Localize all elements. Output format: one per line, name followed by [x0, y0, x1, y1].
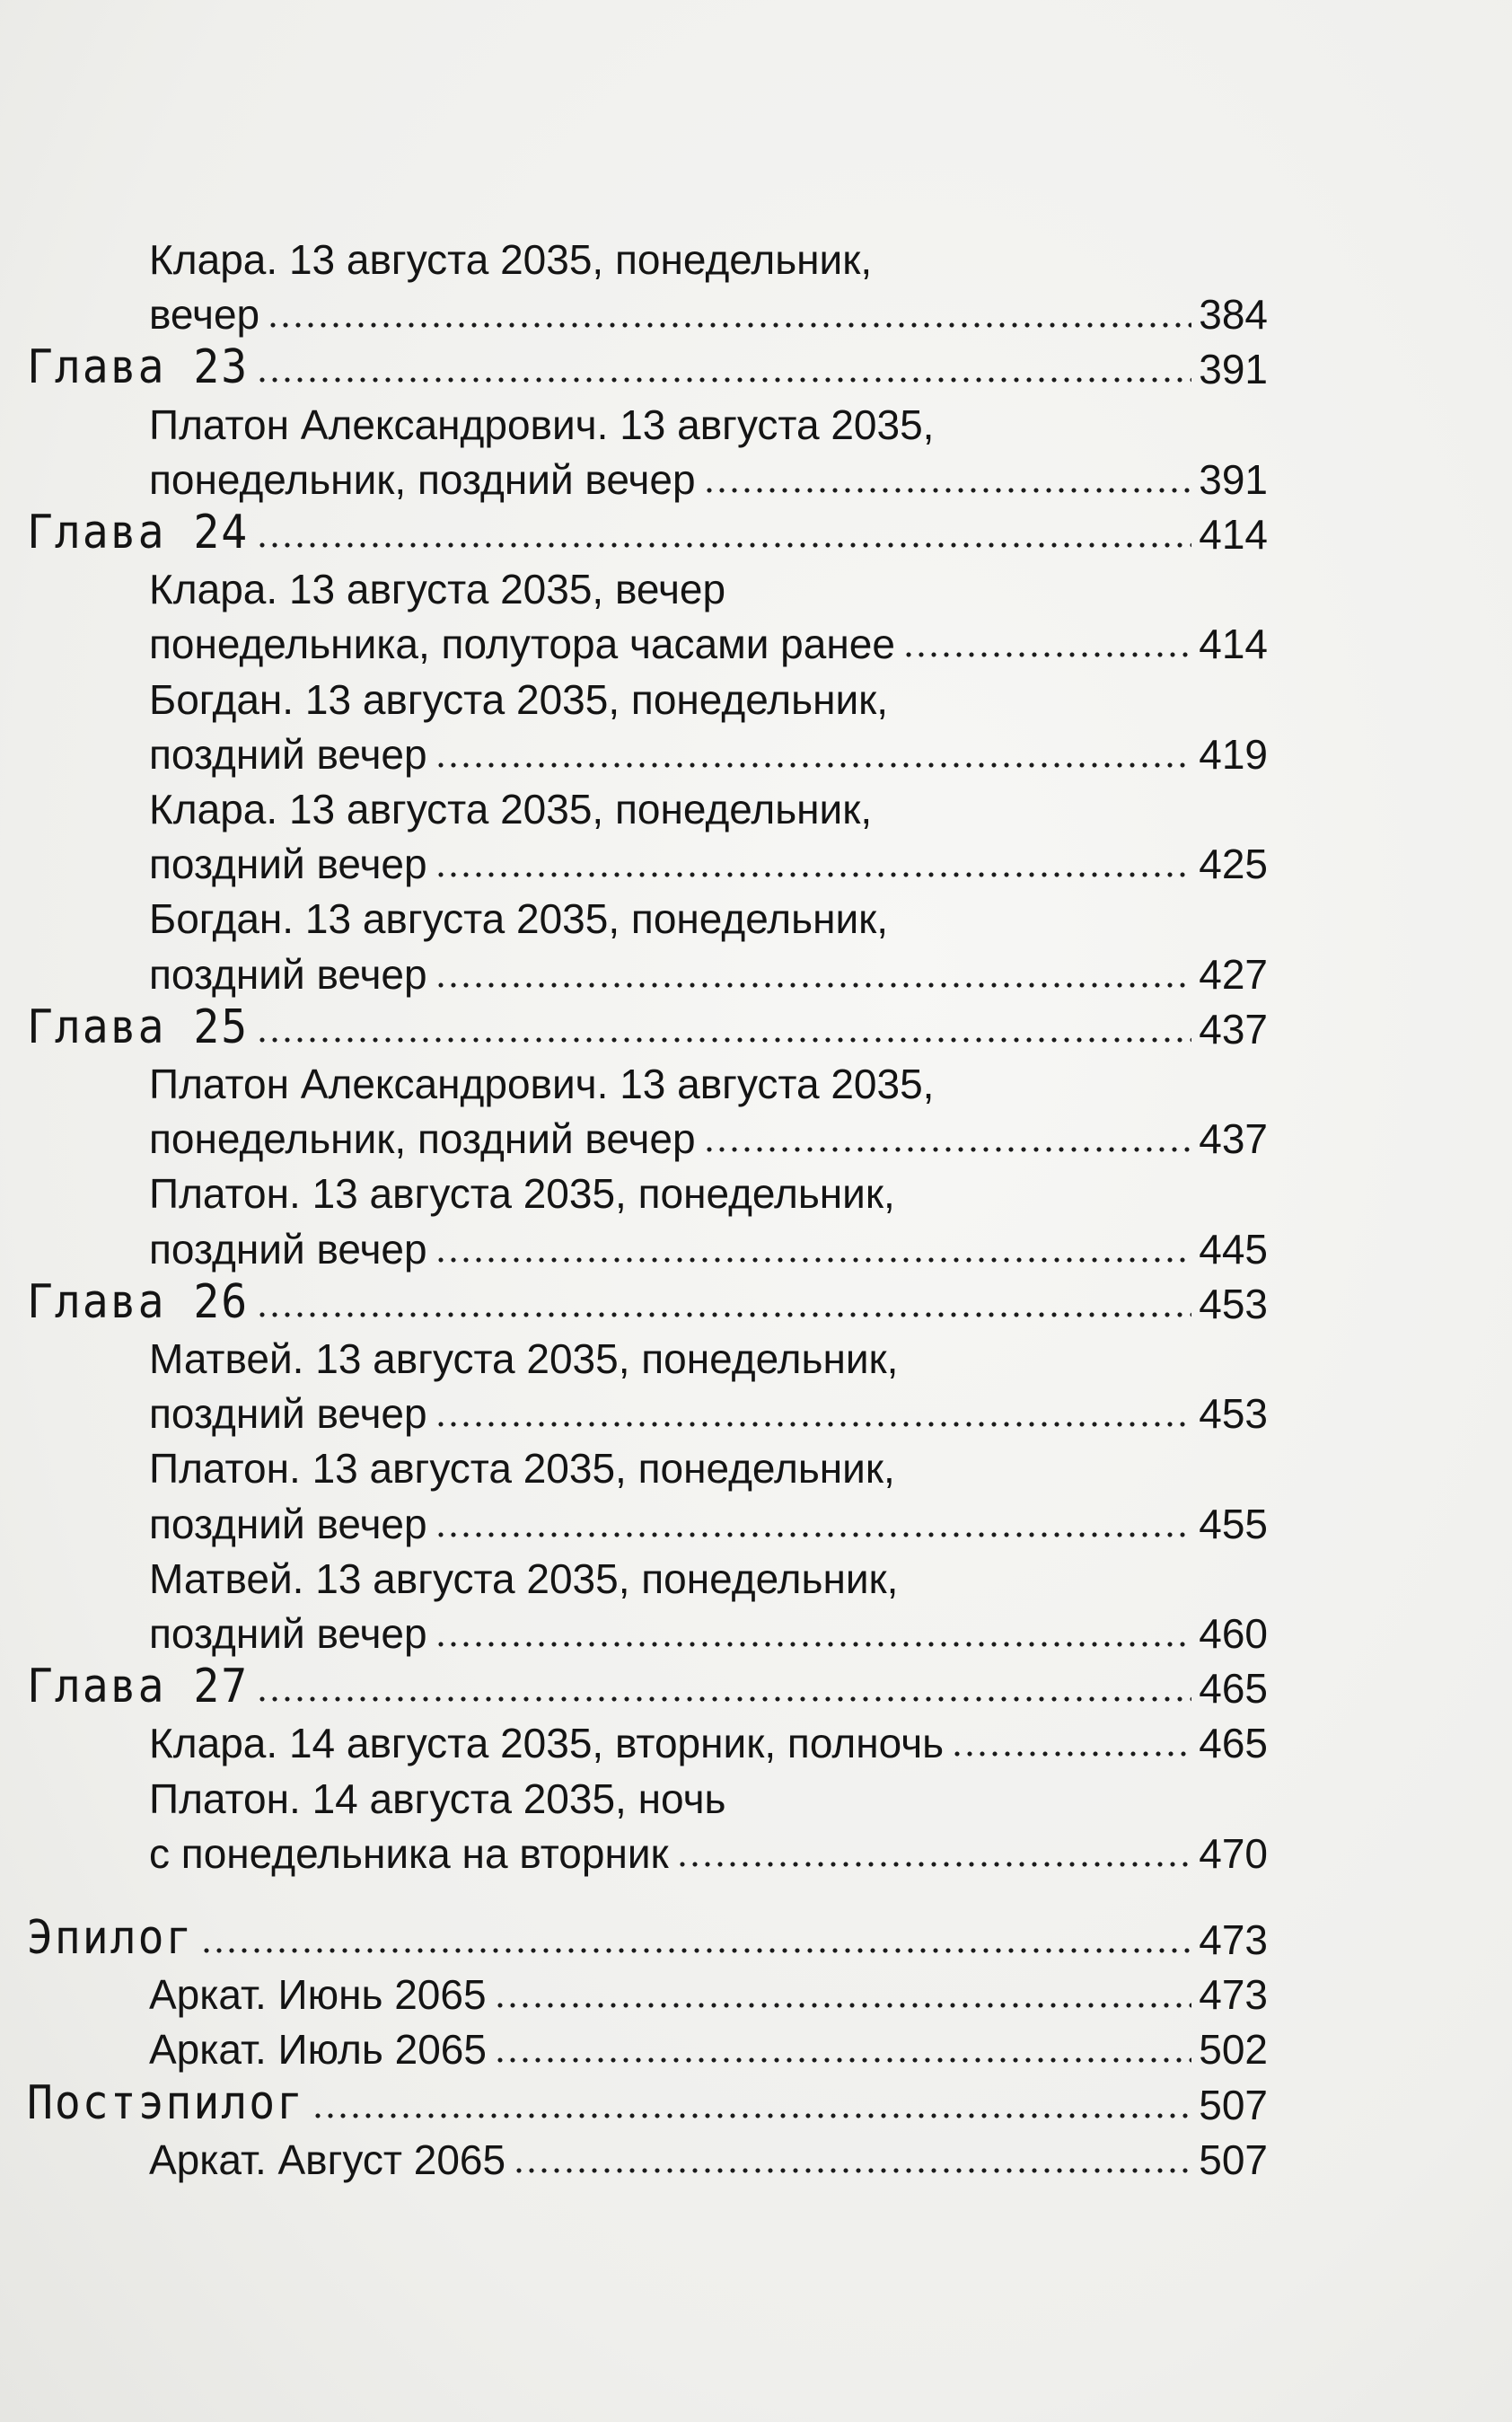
- chapter-title: Глава 27: [27, 1659, 250, 1713]
- section-title-last-line: понедельник, поздний вечер: [149, 1115, 696, 1163]
- section-title-line: Платон. 13 августа 2035, понедельник,: [149, 1170, 895, 1218]
- page-number: 455: [1199, 1500, 1268, 1547]
- section-title-last-line: поздний вечер: [149, 730, 427, 778]
- section-title-last-line: понедельника, полутора часами ранее: [149, 621, 895, 668]
- section-title-line: Клара. 13 августа 2035, вечер: [149, 566, 726, 613]
- section-title-last-line: Аркат. Август 2065: [149, 2136, 506, 2183]
- dot-leader: [435, 870, 1192, 879]
- section-title-line: Клара. 13 августа 2035, понедельник,: [149, 236, 873, 283]
- page-number: 507: [1199, 2081, 1268, 2128]
- dot-leader: [494, 2001, 1192, 2010]
- section-title-line: Клара. 13 августа 2035, понедельник,: [149, 786, 873, 832]
- toc-section-row: [149, 1606, 1268, 1661]
- section-title-line: Платон Александрович. 13 августа 2035,: [149, 1061, 935, 1107]
- dot-leader: [902, 650, 1191, 659]
- page-number: 419: [1199, 730, 1268, 778]
- dot-leader: [256, 1695, 1191, 1704]
- toc-section-row: [149, 947, 1268, 1002]
- section-title-line: Платон. 14 августа 2035, ночь: [149, 1775, 726, 1822]
- toc-chapter-row[interactable]: [27, 1912, 1268, 1968]
- dot-leader: [256, 1310, 1191, 1319]
- section-title-last-line: с понедельника на вторник: [149, 1829, 669, 1877]
- chapter-title: Глава 23: [27, 339, 250, 395]
- toc-section-row: [149, 1111, 1268, 1167]
- toc-chapter-row[interactable]: [27, 341, 1268, 397]
- dot-leader: [513, 2166, 1191, 2175]
- page-number: 437: [1199, 1005, 1268, 1052]
- dot-leader: [703, 1145, 1192, 1154]
- page-number: 470: [1199, 1829, 1268, 1877]
- section-title-line: Богдан. 13 августа 2035, понедельник,: [149, 675, 889, 723]
- section-title-last-line: Клара. 14 августа 2035, вторник, полночь: [149, 1720, 945, 1767]
- toc-section-row: [149, 616, 1268, 672]
- section-title-last-line: поздний вечер: [149, 1225, 427, 1273]
- page-number: 507: [1199, 2136, 1268, 2183]
- page-number: 427: [1199, 950, 1268, 998]
- toc-chapter-row[interactable]: [27, 1001, 1268, 1057]
- dot-leader: [435, 981, 1192, 990]
- section-title-last-line: Аркат. Июль 2065: [149, 2026, 487, 2074]
- section-title-last-line: поздний вечер: [149, 1610, 427, 1657]
- toc-section-row: [149, 1826, 1268, 1881]
- dot-leader: [267, 321, 1191, 330]
- chapter-title: Глава 25: [27, 1000, 250, 1054]
- page-number: 473: [1199, 1971, 1268, 2019]
- dot-leader: [256, 1035, 1191, 1044]
- page-number: 384: [1199, 291, 1268, 339]
- dot-leader: [435, 1255, 1192, 1264]
- section-title-last-line: понедельник, поздний вечер: [149, 455, 696, 503]
- page-number: 391: [1199, 455, 1268, 503]
- chapter-title: Глава 24: [27, 505, 250, 559]
- section-title-last-line: поздний вечер: [149, 950, 427, 998]
- toc-chapter-row[interactable]: [27, 2074, 1268, 2133]
- page-number: 391: [1199, 346, 1268, 393]
- toc-chapter-row[interactable]: [27, 1276, 1268, 1332]
- chapter-title: Эпилог: [27, 1910, 194, 1965]
- chapter-title: Постэпилог: [27, 2074, 304, 2130]
- page-number: 460: [1199, 1610, 1268, 1657]
- dot-leader: [256, 375, 1191, 384]
- toc-section-row: [149, 2132, 1268, 2188]
- dot-leader: [951, 1749, 1191, 1758]
- toc-section-row: [149, 1221, 1268, 1277]
- toc-chapter-row[interactable]: [27, 1660, 1268, 1716]
- section-title-line: Матвей. 13 августа 2035, понедельник,: [149, 1554, 899, 1602]
- page-number: 465: [1199, 1720, 1268, 1767]
- chapter-title: Глава 26: [27, 1274, 250, 1329]
- toc-section-row: [149, 1967, 1268, 2022]
- dot-leader: [435, 1640, 1192, 1649]
- toc-section-row: [149, 1386, 1268, 1441]
- section-title-last-line: Аркат. Июнь 2065: [149, 1971, 487, 2019]
- dot-leader: [200, 1946, 1191, 1955]
- page-number: 465: [1199, 1665, 1268, 1713]
- dot-leader: [676, 1860, 1192, 1869]
- dot-leader: [256, 541, 1191, 550]
- toc-section-row: [149, 1496, 1268, 1552]
- page-number: 414: [1199, 621, 1268, 668]
- section-title-last-line: вечер: [149, 291, 260, 339]
- dot-leader: [435, 1420, 1192, 1429]
- dot-leader: [435, 761, 1192, 770]
- section-title-line: Платон Александрович. 13 августа 2035,: [149, 401, 935, 448]
- page-number: 425: [1199, 841, 1268, 888]
- section-title-last-line: поздний вечер: [149, 1390, 427, 1438]
- section-title-line: Богдан. 13 августа 2035, понедельник,: [149, 895, 889, 943]
- dot-leader: [703, 486, 1192, 495]
- section-title-line: Платон. 13 августа 2035, понедельник,: [149, 1445, 895, 1493]
- page-number: 414: [1199, 511, 1268, 558]
- toc-section-row: [149, 1715, 1268, 1771]
- toc-section-row: [149, 452, 1268, 507]
- toc-chapter-row[interactable]: [27, 506, 1268, 562]
- section-title-last-line: поздний вечер: [149, 1500, 427, 1547]
- dot-leader: [494, 2056, 1191, 2065]
- section-title-last-line: поздний вечер: [149, 841, 427, 888]
- page-number: 437: [1199, 1115, 1268, 1163]
- toc-section-row: [149, 836, 1268, 892]
- dot-leader: [435, 1530, 1192, 1539]
- section-title-line: Матвей. 13 августа 2035, понедельник,: [149, 1335, 899, 1382]
- dot-leader: [312, 2111, 1191, 2120]
- toc-section-row: [149, 727, 1268, 782]
- page-number: 453: [1199, 1390, 1268, 1438]
- page-number: 453: [1199, 1280, 1268, 1327]
- toc-section-row: [149, 2021, 1268, 2077]
- page-number: 502: [1199, 2026, 1268, 2074]
- page-number: 445: [1199, 1225, 1268, 1273]
- toc-section-row: [149, 286, 1268, 342]
- page-number: 473: [1199, 1916, 1268, 1963]
